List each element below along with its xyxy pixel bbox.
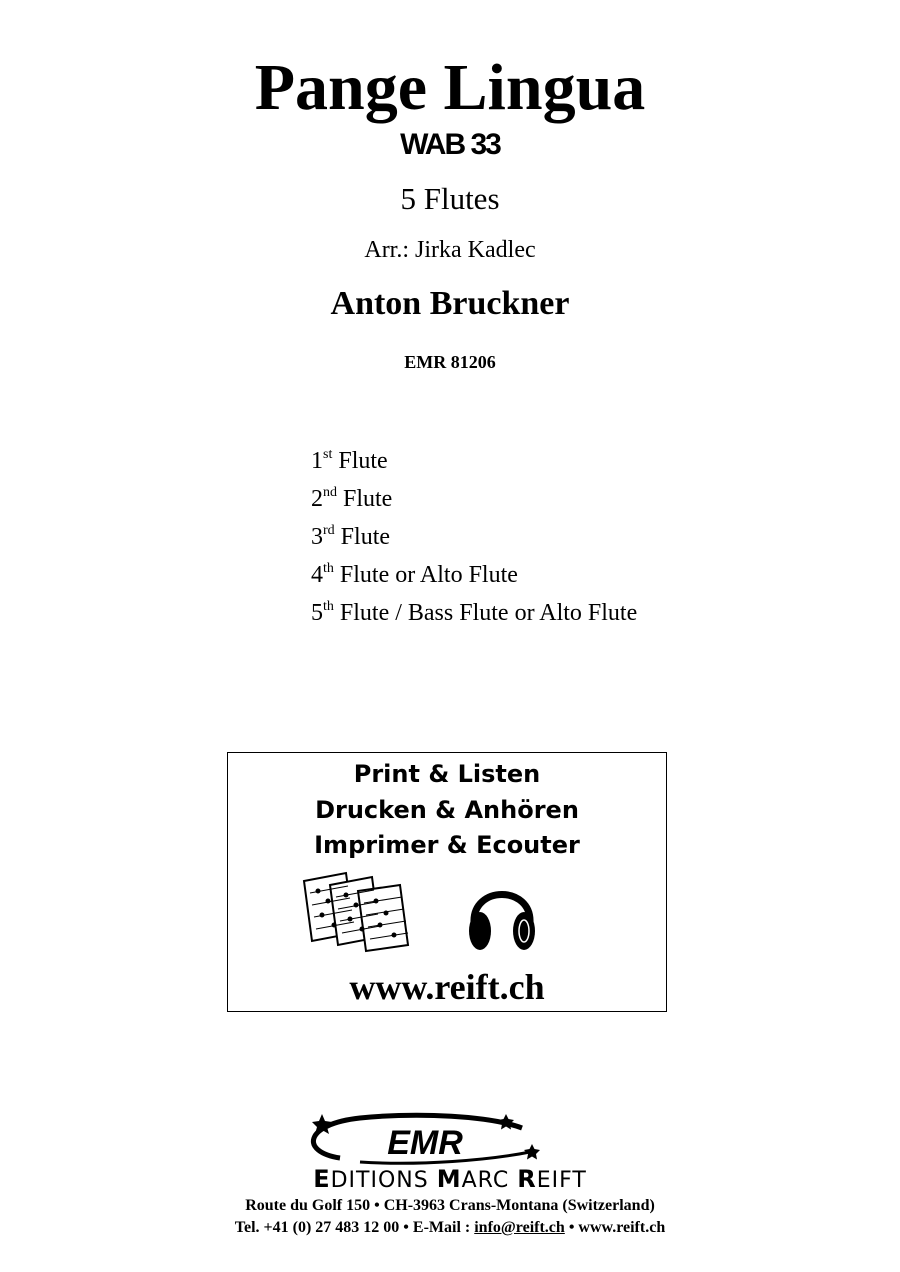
part-number: 2 (311, 486, 323, 512)
publisher-initial: R (517, 1165, 537, 1193)
catalog-number: WAB 33 (400, 128, 500, 161)
part-name: Flute (343, 486, 393, 512)
email-link[interactable]: info@reift.ch (474, 1219, 565, 1236)
promo-url[interactable]: www.reift.ch (349, 967, 545, 1007)
website-text: • www.reift.ch (564, 1219, 666, 1236)
part-ordinal: rd (323, 523, 335, 538)
part-ordinal: nd (323, 485, 337, 500)
part-name: Flute or Alto Flute (339, 562, 518, 588)
part-number: 3 (311, 524, 323, 550)
promo-line-french: Imprimer & Ecouter (314, 831, 580, 859)
composer: Anton Bruckner (330, 285, 570, 322)
score-title: Pange Lingua (254, 51, 646, 124)
part-ordinal: th (323, 561, 334, 576)
publisher-initial: E (313, 1165, 331, 1193)
sheet-music-icon (300, 871, 412, 953)
phone-text: Tel. +41 (0) 27 483 12 00 • E-Mail : (234, 1219, 475, 1236)
promo-line-english: Print & Listen (353, 760, 541, 788)
part-item (311, 444, 637, 482)
part-name: Flute (338, 448, 388, 474)
part-number: 5 (311, 600, 323, 626)
part-name: Flute (340, 524, 391, 550)
publisher-address: Route du Golf 150 • CH-3963 Crans-Montana (Switzerland) (245, 1197, 655, 1214)
part-item (311, 596, 637, 634)
emr-logo (300, 1110, 550, 1166)
part-ordinal: st (323, 447, 333, 462)
arranger: Arr.: Jirka Kadlec (364, 237, 536, 263)
print-listen-box (227, 752, 667, 1012)
part-ordinal: th (323, 599, 334, 614)
publisher-name (0, 1165, 900, 1195)
publisher-word: ARC (461, 1168, 518, 1193)
publisher-word: EIFT (536, 1168, 587, 1193)
publisher-contact (0, 1218, 900, 1238)
part-item (311, 482, 637, 520)
publisher-word: DITIONS (330, 1168, 437, 1193)
part-name: Flute / Bass Flute or Alto Flute (339, 600, 638, 626)
parts-list (311, 444, 637, 634)
headphones-icon (466, 875, 538, 955)
part-number: 1 (311, 448, 323, 474)
part-item (311, 558, 637, 596)
instrumentation: 5 Flutes (400, 181, 500, 216)
promo-line-german: Drucken & Anhören (315, 796, 579, 824)
part-number: 4 (311, 562, 323, 588)
part-item (311, 520, 637, 558)
publisher-initial: M (436, 1165, 462, 1193)
logo-text: EMR (387, 1124, 463, 1162)
edition-code: EMR 81206 (404, 352, 496, 372)
